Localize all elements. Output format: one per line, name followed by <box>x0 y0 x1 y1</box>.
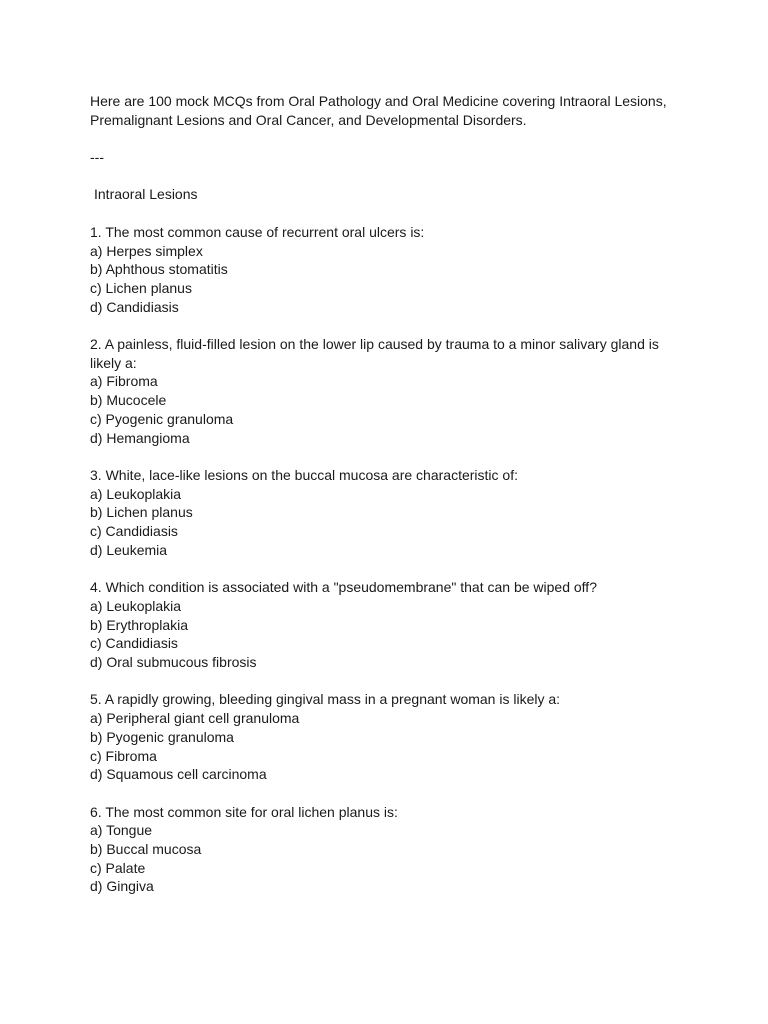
intro-line: Premalignant Lesions and Oral Cancer, and Developmental Disorders. <box>90 111 527 128</box>
question-block <box>90 223 680 317</box>
answer-option: a) Leukoplakia <box>90 597 182 614</box>
answer-option: c) Pyogenic granuloma <box>90 410 234 427</box>
answer-option: d) Hemangioma <box>90 429 190 446</box>
answer-option: a) Tongue <box>90 822 153 839</box>
section-heading: Intraoral Lesions <box>94 186 198 203</box>
question-block <box>90 803 680 897</box>
answer-option: c) Candidiasis <box>90 635 178 652</box>
question-text: 6. The most common site for oral lichen planus is: <box>90 803 398 820</box>
answer-option: d) Gingiva <box>90 878 154 895</box>
question-text: 1. The most common cause of recurrent oral ulcers is: <box>90 223 425 240</box>
answer-option: b) Mucocele <box>90 392 167 409</box>
answer-option: b) Lichen planus <box>90 504 193 521</box>
answer-option: d) Candidiasis <box>90 298 179 315</box>
question-block <box>90 335 680 447</box>
answer-option: c) Candidiasis <box>90 523 178 540</box>
intro-paragraph <box>90 92 680 129</box>
question-block <box>90 466 680 560</box>
answer-option: c) Fibroma <box>90 747 157 764</box>
question-text: 5. A rapidly growing, bleeding gingival mass in a pregnant woman is likely a: <box>90 691 561 708</box>
answer-option: c) Palate <box>90 859 146 876</box>
answer-option: a) Herpes simplex <box>90 242 203 259</box>
answer-option: d) Leukemia <box>90 541 168 558</box>
answer-option: d) Squamous cell carcinoma <box>90 766 267 783</box>
question-block <box>90 578 680 672</box>
answer-option: a) Peripheral giant cell granuloma <box>90 710 300 727</box>
separator: --- <box>90 149 104 166</box>
answer-option: c) Lichen planus <box>90 279 192 296</box>
document-page <box>90 92 680 896</box>
question-block <box>90 690 680 784</box>
answer-option: b) Erythroplakia <box>90 616 189 633</box>
answer-option: d) Oral submucous fibrosis <box>90 654 257 670</box>
question-text: 4. Which condition is associated with a "pseudomembrane" that can be wiped off? <box>90 579 597 596</box>
answer-option: b) Aphthous stomatitis <box>90 261 228 278</box>
answer-option: b) Buccal mucosa <box>90 841 202 857</box>
answer-option: b) Pyogenic granuloma <box>90 728 234 745</box>
question-text: 3. White, lace-like lesions on the buccal mucosa are characteristic of: <box>90 466 518 483</box>
question-text: likely a: <box>90 354 137 371</box>
answer-option: a) Fibroma <box>90 373 158 390</box>
question-text: 2. A painless, fluid-filled lesion on the lower lip caused by trauma to a minor salivary gland is <box>90 336 659 353</box>
intro-line: Here are 100 mock MCQs from Oral Pathology and Oral Medicine covering Intraoral Lesions, <box>90 93 667 109</box>
answer-option: a) Leukoplakia <box>90 485 182 502</box>
